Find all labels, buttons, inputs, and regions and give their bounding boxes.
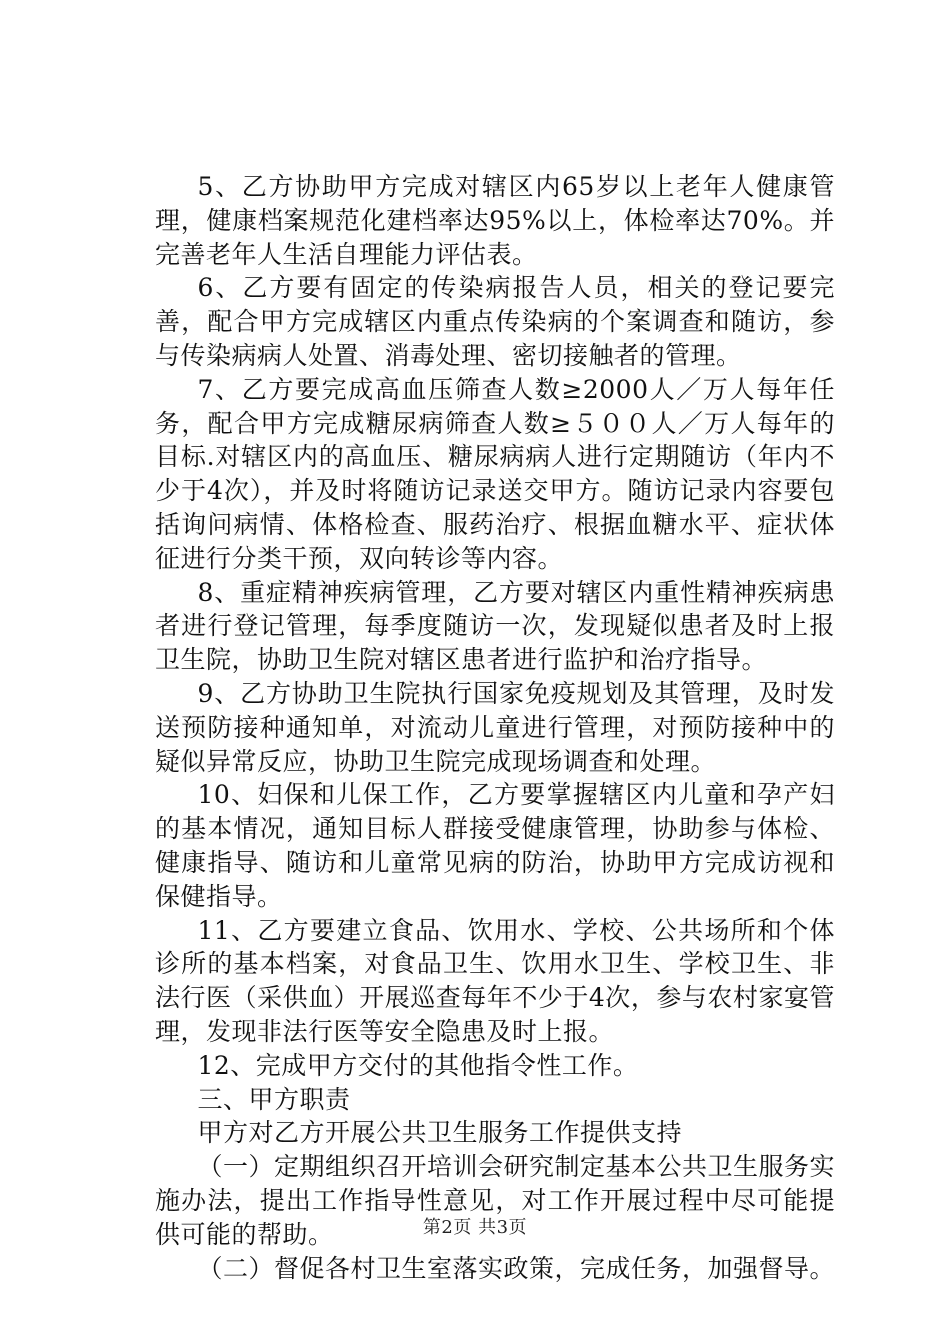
subitem-1: （一）定期组织召开培训会研究制定基本公共卫生服务实施办法，提出工作指导性意见，对工作开展过程中尽可能提供可能的帮助。	[155, 1152, 836, 1249]
paragraph-item-11: 11、乙方要建立食品、饮用水、学校、公共场所和个体诊所的基本档案，对食品卫生、饮用水卫生、学校卫生、非法行医（采供血）开展巡查每年不少于4次，参与农村家宴管理，发现非法行医等安全隐患及时上报。	[155, 915, 835, 1046]
subitem-2: （二）督促各村卫生室落实政策，完成任务，加强督导。	[197, 1253, 836, 1283]
paragraph-item-6: 6、乙方要有固定的传染病报告人员，相关的登记要完善，配合甲方完成辖区内重点传染病的个案调查和随访，参与传染病病人处置、消毒处理、密切接触者的管理。	[155, 273, 835, 370]
paragraph-item-12: 12、完成甲方交付的其他指令性工作。	[197, 1050, 639, 1080]
section-intro: 甲方对乙方开展公共卫生服务工作提供支持	[197, 1118, 683, 1148]
paragraph-item-7: 7、乙方要完成高血压筛查人数≥2000人／万人每年任务，配合甲方完成糖尿病筛查人数≥５００人／万人每年的目标.对辖区内的高血压、糖尿病病人进行定期随访（年内不少于4次），并及时将随访记录送交甲方。随访记录内容要包括询问病情、体格检查、服药治疗、根据血糖水平、症状体征进行分类干预，双向转诊等内容。	[155, 374, 835, 573]
section-heading-party-a-duties: 三、甲方职责	[197, 1084, 351, 1114]
paragraph-item-8: 8、重症精神疾病管理，乙方要对辖区内重性精神疾病患者进行登记管理，每季度随访一次，发现疑似患者及时上报卫生院，协助卫生院对辖区患者进行监护和治疗指导。	[155, 577, 835, 675]
page-number-footer: 第2页 共3页	[422, 1217, 528, 1238]
paragraph-item-10: 10、妇保和儿保工作，乙方要掌握辖区内儿童和孕产妇的基本情况，通知目标人群接受健康管理，协助参与体检、健康指导、随访和儿童常见病的防治，协助甲方完成访视和保健指导。	[155, 780, 835, 911]
paragraph-item-9: 9、乙方协助卫生院执行国家免疫规划及其管理，及时发送预防接种通知单，对流动儿童进行管理，对预防接种中的疑似异常反应，协助卫生院完成现场调查和处理。	[155, 678, 835, 776]
paragraph-item-5: 5、乙方协助甲方完成对辖区内65岁以上老年人健康管理，健康档案规范化建档率达95%以上，体检率达70%。并完善老年人生活自理能力评估表。	[155, 172, 835, 269]
document-body	[155, 170, 835, 1285]
